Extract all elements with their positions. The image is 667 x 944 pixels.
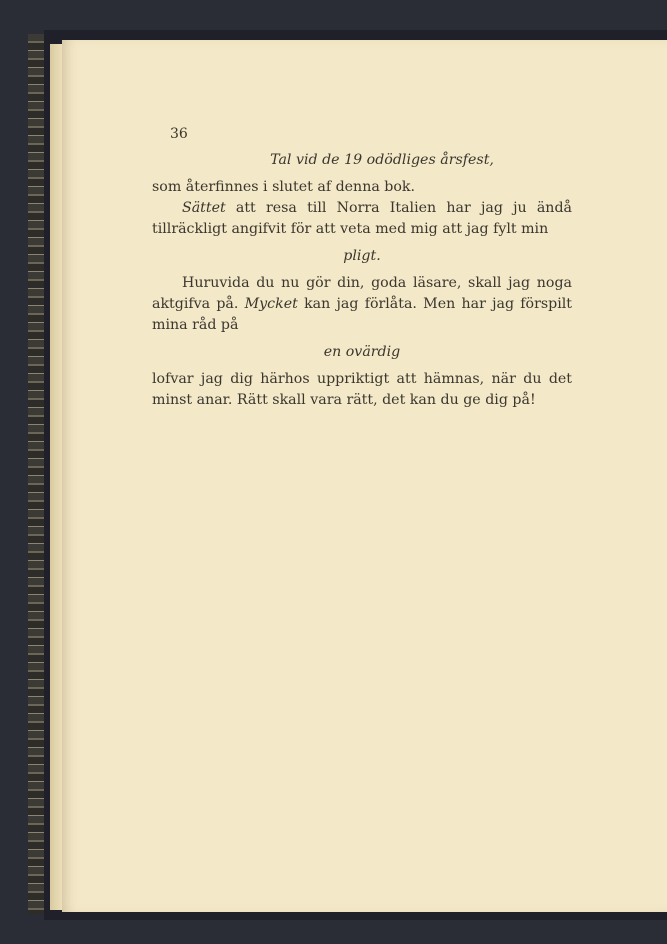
- centered-italic-word: pligt.: [343, 248, 381, 264]
- paragraph-text: kan jag förlåta. Men har jag förspilt mina råd på: [152, 296, 572, 333]
- centered-italic-phrase: en ovärdig: [323, 344, 401, 360]
- paragraph-3: lofvar jag dig härhos uppriktigt att hämnas, när du det minst anar. Rätt skall vara rätt, det kan du ge dig på!: [152, 371, 572, 408]
- page-text: [152, 150, 572, 411]
- italic-word: Mycket: [244, 296, 298, 312]
- paragraph-2: [152, 273, 572, 336]
- paragraph-text: Huruvida du nu gör din, goda läsare, skall jag noga aktgifva på.: [152, 275, 572, 312]
- text-line: som återfinnes i slutet af denna bok.: [152, 179, 416, 195]
- italic-heading-line: Tal vid de 19 odödliges årsfest,: [270, 152, 494, 168]
- page-number: 36: [170, 126, 188, 142]
- paragraph-text: att resa till Norra Italien har jag ju ändå tillräckligt angifvit för att veta med mig att jag fylt min: [152, 200, 572, 237]
- paragraph-1: [152, 198, 572, 240]
- italic-word: Sättet: [182, 200, 226, 216]
